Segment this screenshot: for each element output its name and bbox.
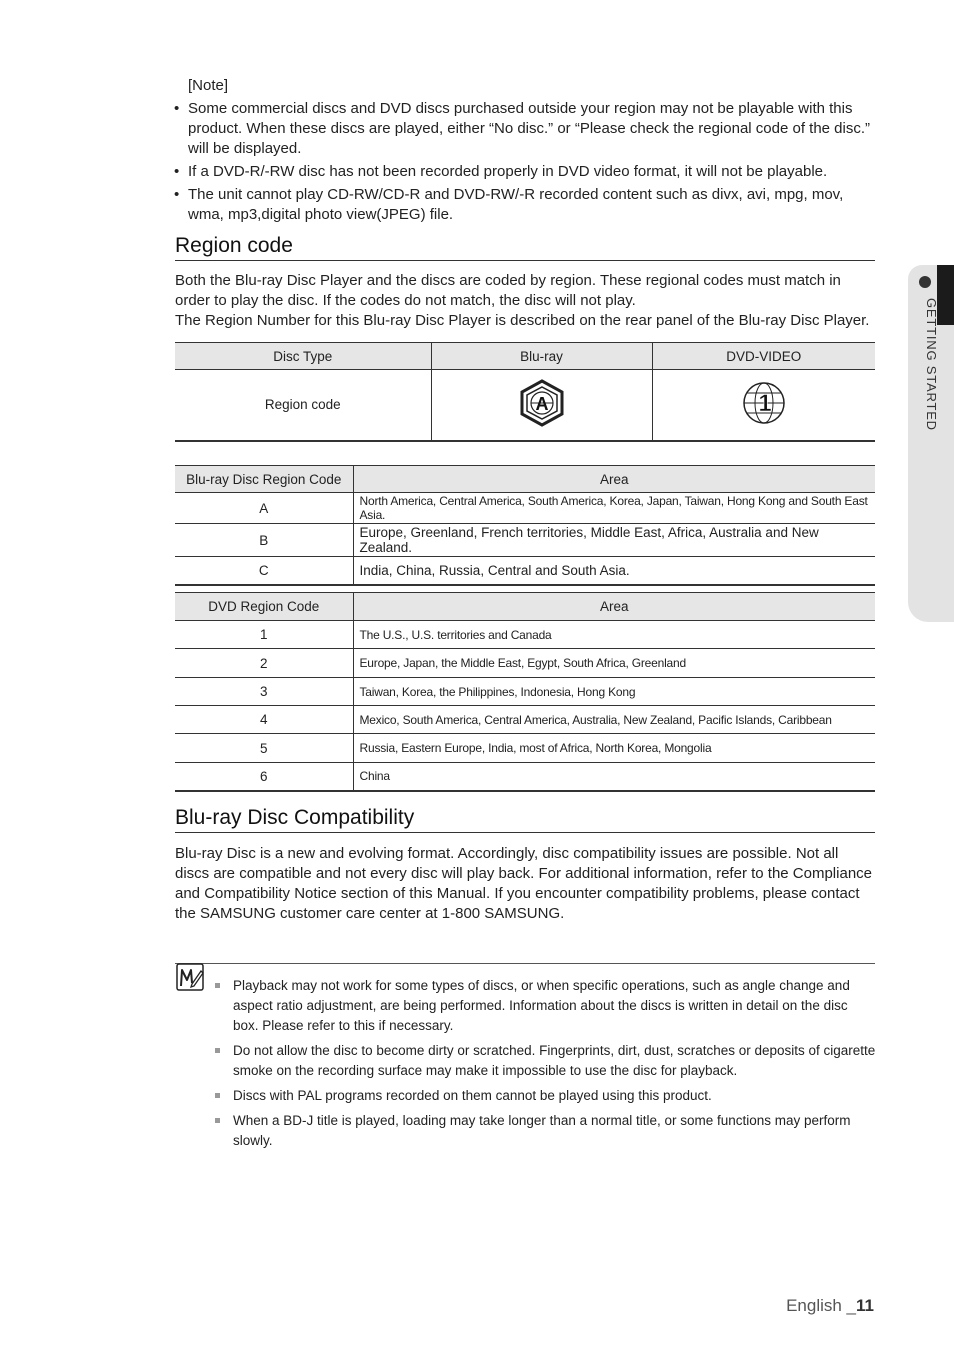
table-row — [175, 557, 875, 585]
note-bullet: • If a DVD-R/-RW disc has not been recorded properly in DVD video format, it will not be playable. — [174, 162, 874, 182]
bluray-region-symbol: A — [535, 394, 548, 415]
memo-item: Playback may not work for some types of discs, or when specific operations, such as angle change and aspect ratio adjustment, are being performed. Information about the discs is written in detail on the disc box. Please refer to this if necessary. — [214, 976, 876, 1036]
region-code-cell: 2 — [175, 649, 353, 678]
region-area-cell: China — [353, 763, 875, 791]
region-code-cell: B — [175, 524, 353, 557]
heading-rule — [175, 832, 875, 833]
region-code-label: Region code — [175, 370, 431, 441]
region-code-cell: 3 — [175, 678, 353, 706]
region-code-cell: 5 — [175, 734, 353, 763]
table-header: Disc Type — [175, 343, 431, 370]
section-heading-compatibility: Blu-ray Disc Compatibility — [175, 806, 415, 829]
page-footer — [786, 1296, 874, 1316]
region-area-cell: The U.S., U.S. territories and Canada — [353, 621, 875, 649]
table-row — [175, 649, 875, 678]
footer-language: English _ — [786, 1296, 857, 1315]
table-row — [175, 706, 875, 734]
section-heading-region-code: Region code — [175, 234, 293, 257]
region-area-cell: India, China, Russia, Central and South Asia. — [353, 557, 875, 585]
table-header: Blu-ray Disc Region Code — [175, 466, 353, 493]
dvd-region-table — [175, 592, 875, 792]
compatibility-paragraph: Blu-ray Disc is a new and evolving format. Accordingly, disc compatibility issues are possible. Not all discs are compatible and not every disc will play back. For additional information, refer to the Compliance and Compatibility Notice section of this Manual. If you encounter compatibility problems, please contact the SAMSUNG customer care center at 1-800 SAMSUNG. — [175, 845, 873, 922]
table-header: Blu-ray — [431, 343, 652, 370]
region-area-cell: Mexico, South America, Central America, Australia, New Zealand, Pacific Islands, Caribbean — [353, 706, 875, 734]
region-area-cell: Europe, Japan, the Middle East, Egypt, South Africa, Greenland — [353, 649, 875, 678]
note-label: [Note] — [188, 77, 229, 94]
region-a-hexagon-icon — [519, 379, 565, 427]
memo-list — [214, 976, 876, 1156]
region-code-cell: C — [175, 557, 353, 585]
region-code-cell: A — [175, 493, 353, 524]
table-header: DVD-VIDEO — [652, 343, 875, 370]
table-row — [175, 734, 875, 763]
table-row — [175, 524, 875, 557]
bluray-region-cell — [431, 370, 652, 441]
bluray-region-table — [175, 465, 875, 586]
region-number-text: The Region Number for this Blu-ray Disc Player is described on the rear panel of the Blu-ray Disc Player. — [175, 312, 870, 329]
table-header: Area — [353, 466, 875, 493]
region-area-cell: Europe, Greenland, French territories, Middle East, Africa, Australia and New Zealand. — [353, 524, 875, 557]
table-header: DVD Region Code — [175, 593, 353, 621]
table-row — [175, 763, 875, 791]
region-1-globe-icon — [741, 380, 787, 426]
region-intro-text: Both the Blu-ray Disc Player and the discs are coded by region. These regional codes must match in order to play the disc. If the codes do not match, the disc will not play. — [175, 272, 841, 309]
note-bullet: • The unit cannot play CD-RW/CD-R and DVD-RW/-R recorded content such as divx, avi, mpg, mov, wma, mp3,digital photo view(JPEG) file. — [174, 185, 874, 225]
region-area-cell: Russia, Eastern Europe, India, most of Africa, North Korea, Mongolia — [353, 734, 875, 763]
memo-item: Discs with PAL programs recorded on them cannot be played using this product. — [214, 1086, 876, 1106]
memo-note-icon — [175, 962, 205, 997]
dvd-region-cell — [652, 370, 875, 441]
dvd-region-symbol: 1 — [758, 390, 772, 418]
region-code-cell: 6 — [175, 763, 353, 791]
side-tab-label: GETTING STARTED — [924, 298, 939, 431]
note-list — [174, 99, 874, 228]
bullet-dot-icon — [919, 276, 931, 288]
region-area-cell: North America, Central America, South America, Korea, Japan, Taiwan, Hong Kong and South East Asia. — [353, 493, 875, 524]
side-tab-marker — [937, 265, 954, 325]
memo-item: When a BD-J title is played, loading may take longer than a normal title, or some functions may perform slowly. — [214, 1111, 876, 1151]
page-number: 11 — [856, 1296, 874, 1315]
memo-rule — [175, 963, 875, 964]
table-row — [175, 621, 875, 649]
region-code-cell: 1 — [175, 621, 353, 649]
region-area-cell: Taiwan, Korea, the Philippines, Indonesia, Hong Kong — [353, 678, 875, 706]
region-code-cell: 4 — [175, 706, 353, 734]
note-bullet: • Some commercial discs and DVD discs purchased outside your region may not be playable with this product. When these discs are played, either “No disc.” or “Please check the regional code of the disc.” will be displayed. — [174, 99, 874, 159]
heading-rule — [175, 260, 875, 261]
table-row — [175, 493, 875, 524]
table-header: Area — [353, 593, 875, 621]
region-intro-paragraph — [175, 271, 877, 331]
table-row — [175, 678, 875, 706]
memo-item: Do not allow the disc to become dirty or scratched. Fingerprints, dirt, dust, scratches or deposits of cigarette smoke on the recording surface may make it impossible to use the disc for playback. — [214, 1041, 876, 1081]
disc-type-table — [175, 342, 875, 442]
